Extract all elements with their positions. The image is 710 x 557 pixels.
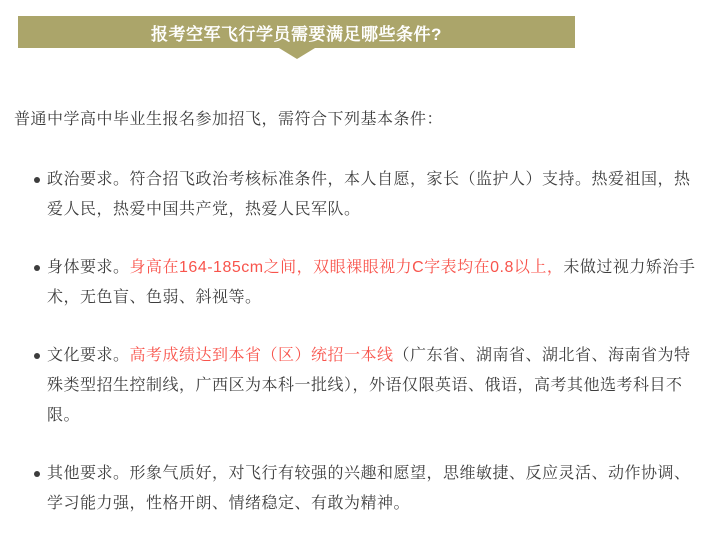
list-item-political-requirement [47, 165, 697, 225]
requirement-segment: 政治要求。符合招飞政治考核标准条件，本人自愿，家长（监护人）支持。热爱祖国，热爱人民，热爱中国共产党，热爱人民军队。 [47, 171, 691, 218]
banner-arrow-down-icon [279, 48, 315, 59]
requirement-segment: 未做过视力矫治手术，无色盲、色弱、斜视等。 [47, 259, 696, 306]
requirement-segment: （广东省、湖南省、湖北省、海南省为特殊类型招生控制线，广西区为本科一批线），外语仅限英语、俄语，高考其他选考科目不限。 [47, 347, 691, 424]
list-item-academic-requirement [47, 341, 697, 431]
intro-text: 普通中学高中毕业生报名参加招飞，需符合下列基本条件： [14, 111, 444, 128]
list-item-physical-requirement [47, 253, 697, 313]
requirement-segment: 身体要求。 [47, 259, 130, 276]
header-banner [18, 16, 575, 48]
requirement-segment: 文化要求。 [47, 347, 130, 364]
requirements-list [0, 165, 710, 519]
list-item-other-requirement [47, 459, 697, 519]
requirement-segment: 身高在164-185cm之间，双眼裸眼视力C字表均在0.8以上， [129, 259, 564, 276]
requirement-segment: 高考成绩达到本省（区）统招一本线 [129, 347, 394, 364]
requirement-segment: 其他要求。形象气质好，对飞行有较强的兴趣和愿望，思维敏捷、反应灵活、动作协调、学习能力强，性格开朗、情绪稳定、有敢为精神。 [47, 465, 691, 512]
page-title: 报考空军飞行学员需要满足哪些条件? [151, 24, 442, 44]
